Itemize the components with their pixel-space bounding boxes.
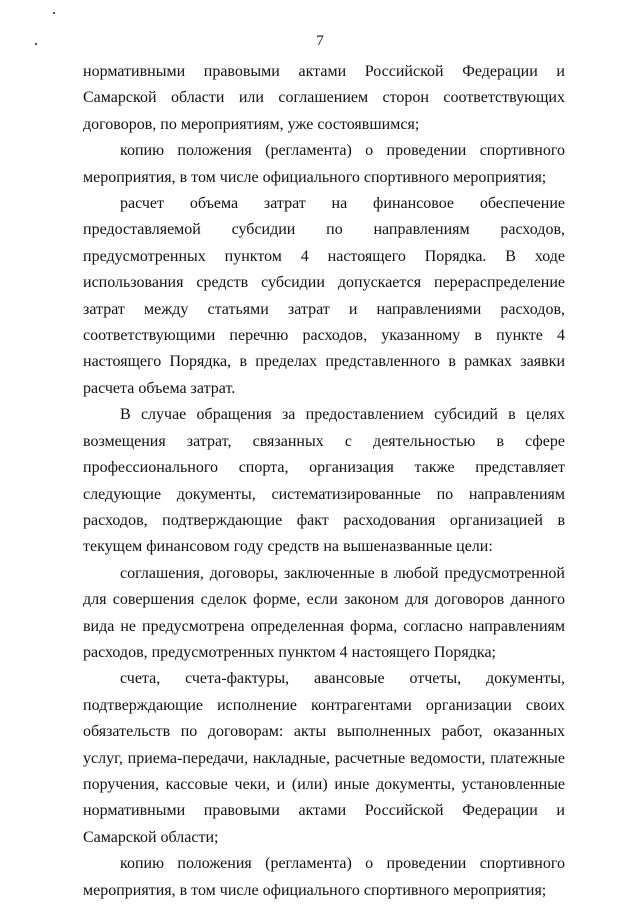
paragraph-4: В случае обращения за предоставлением субсидий в целях возмещения затрат, связанных с деятельностью в сфере профессионального спорта, организация также представляет следующие документы, систематизированные по направлениям расходов, подтверждающие факт расходования организацией в текущем финансовом году средств на вышеназванные цели: [83, 406, 565, 556]
paragraph-2: копию положения (регламента) о проведении спортивного мероприятия, в том числе официального спортивного мероприятия; [83, 142, 565, 186]
paragraph-1: нормативными правовыми актами Российской Федерации и Самарской области или соглашением сторон соответствующих договоров, по мероприятиям, уже состоявшимся; [83, 63, 565, 133]
document-body [83, 59, 565, 904]
paragraph-5: соглашения, договоры, заключенные в любой предусмотренной для совершения сделок форме, если законом для договоров данного вида не предусмотрена определенная форма, согласно направлениям расходов, предусмотренных пунктом 4 настоящего Порядка; [83, 564, 565, 661]
paragraph-6: счета, счета-фактуры, авансовые отчеты, документы, подтверждающие исполнение контрагентами организации своих обязательств по договорам: акты выполненных работ, оказанных услуг, приема-передачи, накладные, расчетные ведомости, платежные поручения, кассовые чеки, и (или) иные документы, установленные нормативными правовыми актами Российской Федерации и Самарской области; [83, 670, 565, 846]
page-number: 7 [316, 33, 324, 49]
paragraph-7: копию положения (регламента) о проведении спортивного мероприятия, в том числе официального спортивного мероприятия; [83, 855, 565, 899]
scan-speck [53, 12, 55, 14]
paragraph-3: расчет объема затрат на финансовое обеспечение предоставляемой субсидии по направлениям расходов, предусмотренных пунктом 4 настоящего Порядка. В ходе использования средств субсидии допускается перераспределение затрат между статьями затрат и направлениями расходов, соответствующими перечню расходов, указанному в пункте 4 настоящего Порядка, в пределах представленного в рамках заявки расчета объема затрат. [83, 195, 565, 397]
